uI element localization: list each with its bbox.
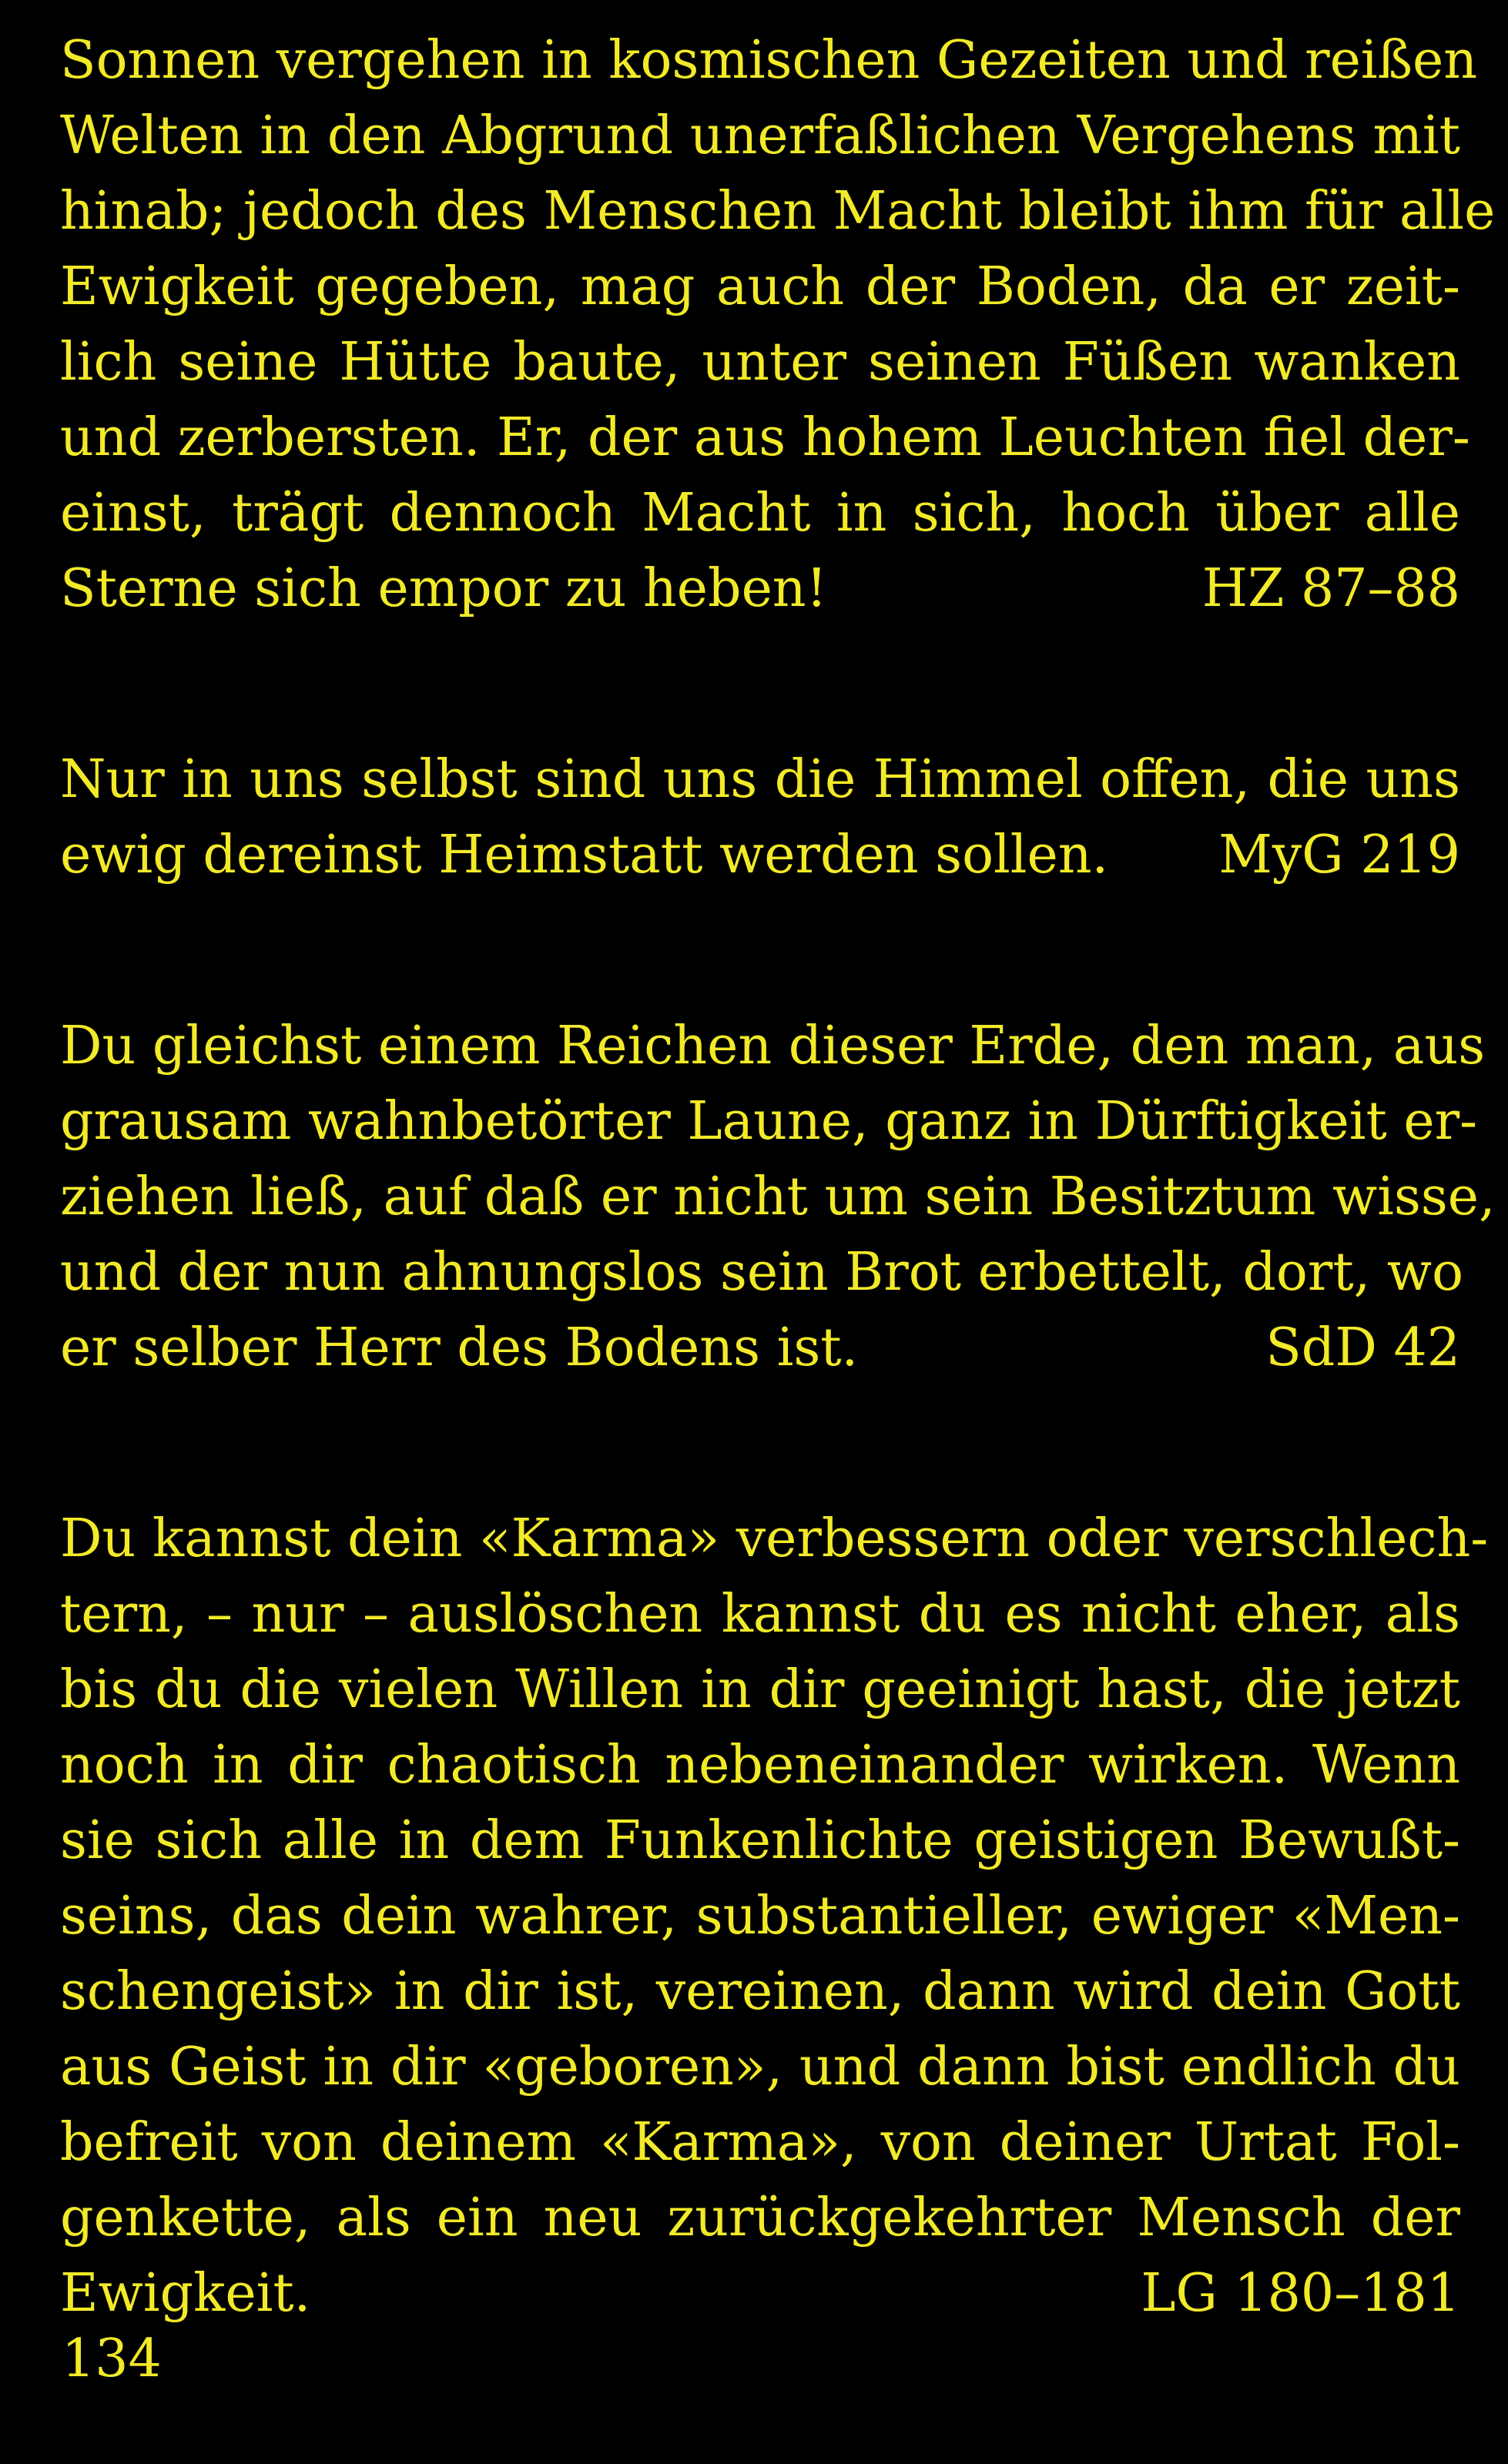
passage-last-line: er selber Herr des Bodens ist. [60, 1317, 859, 1378]
source-citation: LG 180–181 [1141, 2263, 1460, 2324]
passage-last-line: Sterne sich empor zu heben! [60, 558, 827, 619]
text-column [60, 23, 1496, 2447]
passage-line: und zerbersten. Er, der aus hohem Leuchten fiel der- [60, 407, 1470, 468]
source-citation: HZ 87–88 [1201, 558, 1460, 619]
passage-last-row [60, 551, 1460, 627]
passage-line: einst, trägt dennoch Macht in sich, hoch über alle [60, 483, 1460, 544]
passage-line: Welten in den Abgrund unerfaßlichen Vergehens mit [60, 105, 1460, 166]
passage-line: noch in dir chaotisch nebeneinander wirken. Wenn [60, 1735, 1460, 1796]
passage-line: ziehen ließ, auf daß er nicht um sein Besitztum wisse, [60, 1167, 1496, 1227]
passage-line: sie sich alle in dem Funkenlichte geistigen Bewußt- [60, 1810, 1460, 1871]
passage-line: schengeist» in dir ist, vereinen, dann wird dein Gott [60, 1961, 1460, 2022]
passage-line: Ewigkeit gegeben, mag auch der Boden, da er zeit- [60, 256, 1460, 317]
passage-line: seins, das dein wahrer, substantieller, ewiger «Men- [60, 1886, 1460, 1947]
passage-2 [60, 742, 1460, 893]
passage-last-line: ewig dereinst Heimstatt werden sollen. [60, 825, 1109, 886]
passage-line: Sonnen vergehen in kosmischen Gezeiten und reißen [60, 30, 1478, 91]
page-number: 134 [62, 2328, 162, 2389]
passage-line: bis du die vielen Willen in dir geeinigt hast, die jetzt [60, 1659, 1460, 1720]
passage-line: befreit von deinem «Karma», von deiner Urtat Fol- [60, 2112, 1460, 2173]
passage-last-row [60, 818, 1460, 893]
passage-line: und der nun ahnungslos sein Brot erbettelt, dort, wo [60, 1242, 1464, 1303]
passage-line: hinab; jedoch des Menschen Macht bleibt ihm für alle [60, 181, 1496, 242]
source-citation: MyG 219 [1218, 825, 1460, 886]
passage-line: tern, – nur – auslöschen kannst du es nicht eher, als [60, 1584, 1460, 1645]
passage-1 [60, 23, 1496, 627]
passage-line: genkette, als ein neu zurückgekehrter Mensch der [60, 2188, 1460, 2248]
source-citation: SdD 42 [1265, 1317, 1460, 1378]
passage-3 [60, 1009, 1496, 1386]
passage-4 [60, 1502, 1489, 2332]
passage-line: grausam wahnbetörter Laune, ganz in Dürftigkeit er- [60, 1091, 1478, 1152]
passage-line: Du gleichst einem Reichen dieser Erde, den man, aus [60, 1016, 1486, 1076]
passage-last-row [60, 1311, 1460, 1386]
passage-last-row [60, 2256, 1460, 2332]
passage-line: Du kannst dein «Karma» verbessern oder verschlech- [60, 1508, 1489, 1569]
passage-line: lich seine Hütte baute, unter seinen Füßen wanken [60, 332, 1460, 393]
passage-line: aus Geist in dir «geboren», und dann bist endlich du [60, 2037, 1460, 2097]
passage-last-line: Ewigkeit. [60, 2263, 311, 2324]
passage-line: Nur in uns selbst sind uns die Himmel offen, die uns [60, 749, 1460, 810]
